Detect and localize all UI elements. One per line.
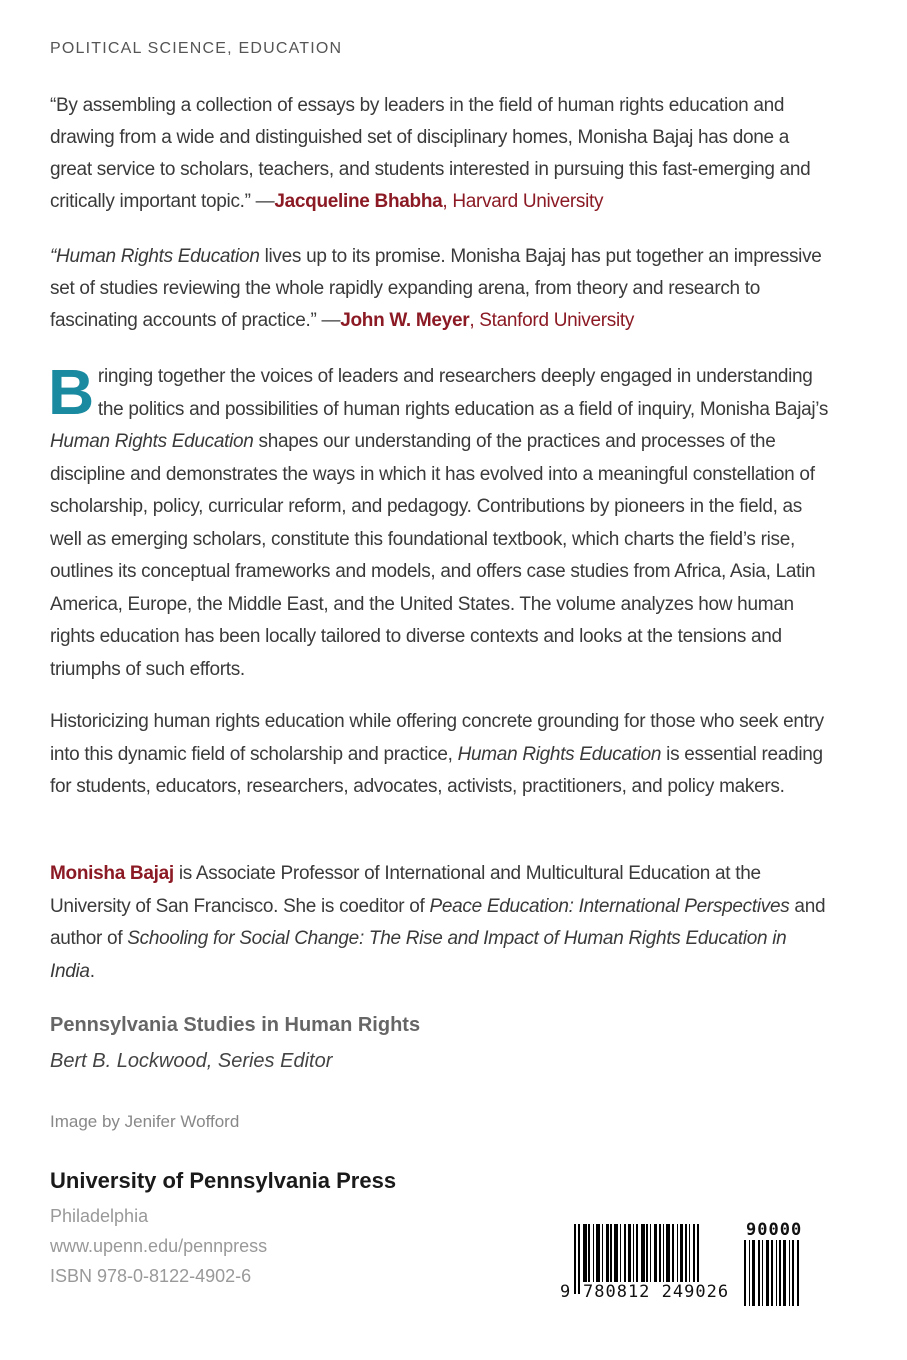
bio-text: is Associate Professor of International and Multicultural Education at the University of San Francisco. She is coeditor of [50, 863, 761, 917]
bio-text: and author of [50, 895, 826, 949]
bio-book-title: Peace Education: International Perspectives [429, 895, 790, 917]
series-title: Pennsylvania Studies in Human Rights [50, 1014, 421, 1036]
image-credit: Image by Jenifer Wofford [50, 1112, 240, 1131]
dropcap: B [48, 356, 94, 428]
category-label: POLITICAL SCIENCE, EDUCATION [50, 40, 343, 57]
blurb-author: John W. Meyer [340, 310, 470, 331]
blurb-text: “By assembling a collection of essays by leaders in the field of human rights education and drawing from a wide and distinguished set of disciplinary homes, Monisha Bajaj has done a great service to scholars, teachers, and students interested in pursuing this fast-emerging and critically important topic.” — [50, 95, 811, 212]
blurb-text: lives up to its promise. Monisha Bajaj has put together an impressive set of studies reviewing the whole rapidly expanding arena, from theory and research to fascinating accounts of practice.” — [50, 246, 822, 331]
isbn-barcode [560, 1220, 820, 1310]
publisher-url: www.upenn.edu/pennpress [50, 1236, 268, 1256]
description-text: shapes our understanding of the practices and processes of the discipline and demonstrates the ways in which it has evolved into a meaningful constellation of scholarship, policy, curricular reform, and pedagogy. Contributions by pioneers in the field, as well as emerging scholars, constitute this foundational textbook, which charts the field’s rise, outlines its conceptual frameworks and models, and offers case studies from Africa, Asia, Latin America, Europe, the Middle East, and the United States. The volume analyzes how human rights education has been locally tailored to diverse contexts and looks at the tensions and triumphs of such efforts. [50, 431, 816, 680]
publisher-name: University of Pennsylvania Press [50, 1168, 397, 1193]
series-editor: Bert B. Lockwood, Series Editor [50, 1050, 333, 1072]
author-bio [50, 858, 830, 988]
barcode-lead-digit: 9 [560, 1282, 571, 1302]
description-text: ringing together the voices of leaders and researchers deeply engaged in understanding the politics and possibilities of human rights education as a field of inquiry, Monisha Bajaj’s [97, 366, 829, 420]
book-title: Human Rights Education [50, 431, 254, 452]
book-title: Human Rights Education [457, 743, 662, 765]
blurb-meyer [50, 241, 830, 337]
barcode-addon-bars [744, 1240, 818, 1306]
bio-book-title: Schooling for Social Change: The Rise and Impact of Human Rights Education in India [50, 928, 787, 982]
barcode-addon-digits: 90000 [746, 1220, 803, 1240]
description-paragraph-1 [48, 356, 830, 686]
barcode-number: 780812 249026 [583, 1282, 730, 1302]
bio-text: . [89, 960, 95, 982]
isbn: ISBN 978-0-8122-4902-6 [50, 1266, 252, 1286]
blurb-institution: , Stanford University [469, 310, 635, 331]
blurb-book-title: “Human Rights Education [50, 246, 260, 267]
blurb-author: Jacqueline Bhabha [274, 191, 443, 212]
blurb-bhabha [50, 90, 830, 218]
barcode-digits [582, 1282, 730, 1302]
description-paragraph-2 [50, 706, 830, 804]
publisher-city: Philadelphia [50, 1206, 149, 1226]
blurb-institution: , Harvard University [442, 191, 604, 212]
description-text: is essential reading for students, educators, researchers, advocates, activists, practitioners, and policy makers. [50, 743, 823, 797]
author-name: Monisha Bajaj [50, 863, 174, 884]
description-text: Historicizing human rights education while offering concrete grounding for those who seek entry into this dynamic field of scholarship and practice, [50, 711, 824, 765]
